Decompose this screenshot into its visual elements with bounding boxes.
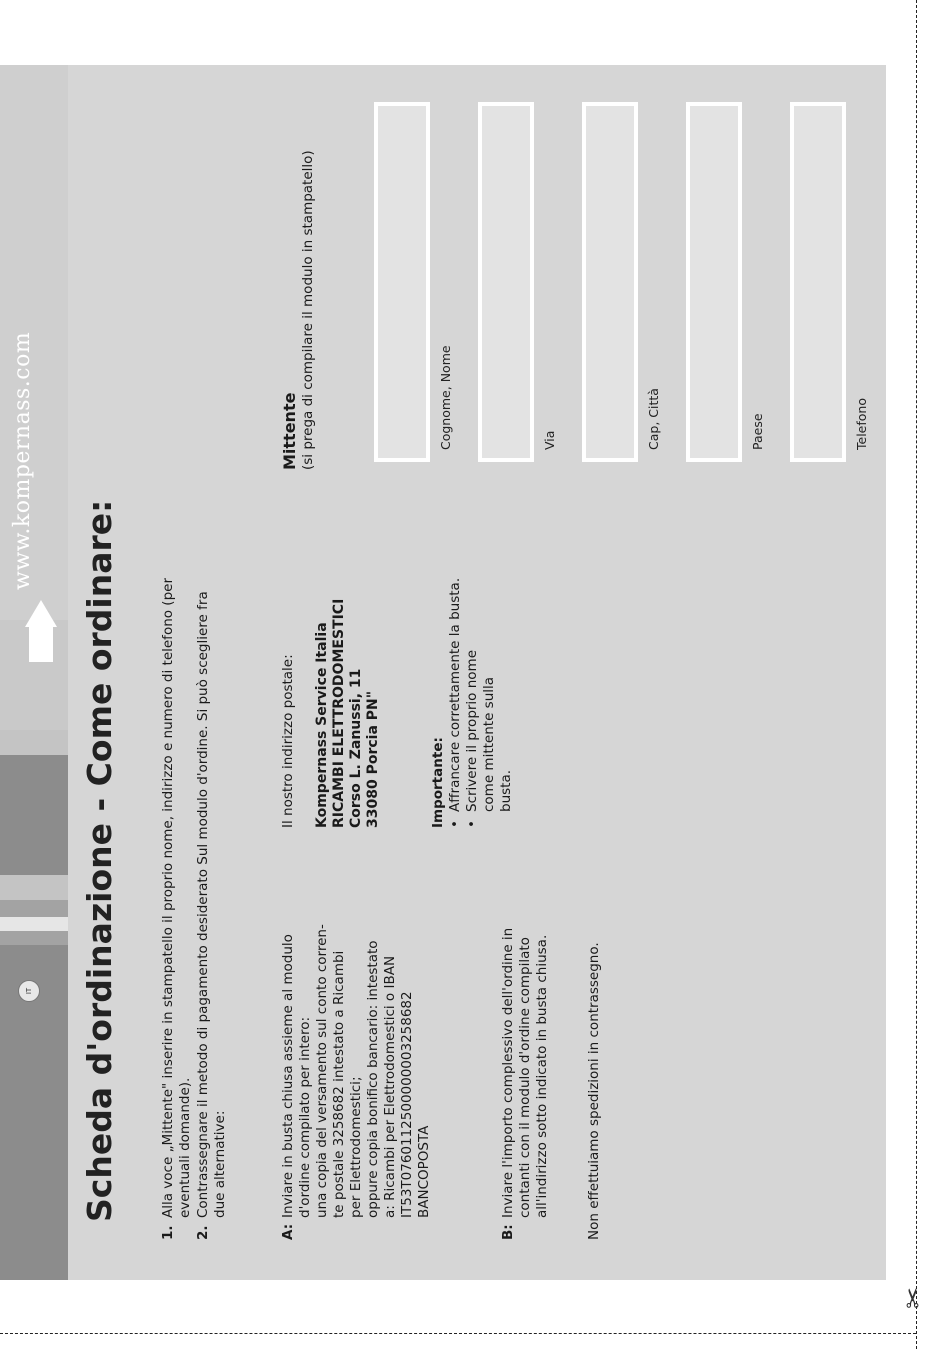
language-badge: IT	[18, 980, 40, 1002]
option-a-line: Inviare in busta chiusa assieme al modulo	[280, 934, 296, 1218]
step-text: Contrassegnare il metodo di pagamento desiderato Sul modulo d'ordine. Si può scegliere fra due alternative:	[195, 591, 228, 1218]
bullet-item: • Scrivere il proprio nome come mittente sulla busta.	[464, 649, 514, 828]
option-b-line: Inviare l'importo complessivo dell'ordine in	[500, 927, 516, 1218]
address-line: RICAMBI ELETTRODOMESTICI	[331, 598, 347, 828]
city-field[interactable]	[582, 102, 638, 462]
header-segment	[0, 755, 68, 875]
no-cod-notice: Non effettuiamo spedizioni in contrassegno.	[586, 942, 602, 1240]
option-a-line: per Elettrodomestici;	[348, 1076, 364, 1218]
name-field-label: Cognome, Nome	[438, 345, 453, 450]
postal-address	[314, 568, 382, 828]
important-list	[447, 568, 515, 828]
step-number: 2.	[195, 1225, 211, 1240]
option-a-line: a: Ricambi per Elettrodomestici o IBAN	[382, 955, 398, 1218]
header-segment	[0, 931, 68, 945]
option-a-line: IT53T0760112500000003258682	[399, 991, 415, 1218]
country-field-label: Paese	[750, 413, 765, 450]
option-b-label: B:	[500, 1224, 516, 1240]
option-a-label: A:	[280, 1223, 296, 1240]
scissors-icon: ✂	[898, 1287, 929, 1309]
bullet-item: • Affrancare correttamente la busta.	[447, 577, 463, 828]
address-intro: Il nostro indirizzo postale:	[280, 654, 296, 828]
option-a-line: una copia del versamento sul conto corren-	[314, 924, 330, 1218]
address-line: Kompernass Service Italia	[314, 622, 330, 828]
important-heading: Importante:	[430, 737, 446, 828]
country-field[interactable]	[686, 102, 742, 462]
page-header-stripe	[0, 65, 68, 1280]
rotated-content	[10, 65, 886, 1280]
sender-heading: Mittente	[280, 392, 299, 470]
page-title: Scheda d'ordinazione - Come ordinare:	[80, 499, 119, 1222]
option-b-text	[500, 858, 551, 1218]
address-line: 33080 Porcia PN"	[365, 690, 381, 828]
header-segment	[0, 900, 68, 917]
step-number: 1.	[160, 1225, 176, 1240]
option-a-line: oppure copia bonifico bancario: intestato	[365, 940, 381, 1218]
city-field-label: Cap, Città	[646, 388, 661, 450]
option-a-line: d'ordine compilato per intero:	[297, 1016, 313, 1218]
cut-line	[0, 1333, 916, 1334]
option-b-line: contanti con il modulo d'ordine compilato	[517, 937, 533, 1218]
option-a-text	[280, 858, 433, 1218]
street-field[interactable]	[478, 102, 534, 462]
option-a-line: te postale 3258682 intestato a Ricambi	[331, 950, 347, 1218]
website-url: www.kompernass.com	[10, 331, 35, 590]
street-field-label: Via	[542, 430, 557, 450]
option-b-line: all'indirizzo sotto indicato in busta chiusa.	[534, 934, 550, 1218]
phone-field-label: Telefono	[854, 398, 869, 450]
option-a-line: BANCOPOSTA	[416, 1125, 432, 1218]
step-text: Alla voce „Mittente" inserire in stampatello il proprio nome, indirizzo e numero di telefono (per eventuali domande).	[160, 578, 193, 1218]
phone-field[interactable]	[790, 102, 846, 462]
name-field[interactable]	[374, 102, 430, 462]
cut-line	[916, 0, 917, 1349]
header-segment	[0, 917, 68, 931]
sender-note: (si prega di compilare il modulo in stampatello)	[300, 150, 316, 470]
arrow-up-icon	[25, 600, 57, 665]
address-line: Corso L. Zanussi, 11	[348, 668, 364, 828]
